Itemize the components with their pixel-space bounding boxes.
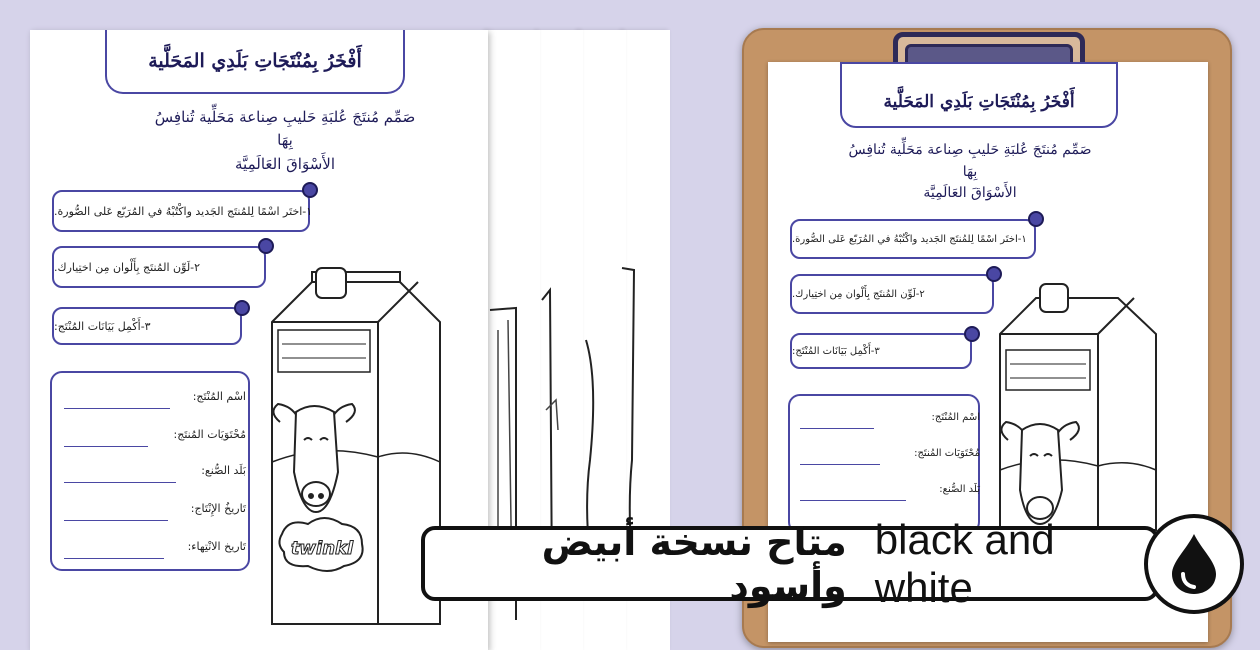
clipboard-field-name-line [800,428,874,429]
worksheet-intro [150,106,420,176]
bw-availability-banner [421,515,1159,611]
field-name-line [64,408,170,409]
field-country-label: بَلَد الصُّنع: [201,464,246,477]
step-1 [52,190,313,232]
carton-brand-logo: twinkl [290,538,354,559]
clipboard-step-1-bullet [1028,211,1044,227]
field-expiry-label: تَاريخ الانْتِهاء: [187,540,246,553]
step-1-bullet [302,182,318,198]
intro-line-1: صَمِّم مُنتَجَ عُلبَةِ حَليبِ صِناعة مَحَلِّية تُنافِسُ بِهَا [154,108,416,150]
clipboard-step-3 [790,333,972,369]
ink-drop-icon [1144,514,1244,614]
intro-line-2: الأَسْوَاقَ العَالَمِيَّة [235,154,335,173]
clipboard-worksheet-title: أَفْخَرُ بِمُنْتَجَاتِ بَلَدِي المَحَلَّية [840,62,1118,128]
field-country-line [64,482,176,483]
field-expiry-line [64,558,164,559]
step-1-text: ١-اختَر اسْمًا لِلمُنتَج الجَديد واكْتُبْهُ في المُرَبّع عَلى الصُّورة. [54,204,313,218]
step-2 [52,246,266,288]
step-3-text: ٣-أَكْمِل بَيَانَات المُنْتَج: [54,319,151,333]
field-production-line [64,520,168,521]
field-name-label: اسْم المُنْتَج: [192,390,246,403]
clipboard-step-3-bullet [964,326,980,342]
clipboard-intro-line-1: صَمِّم مُنتَجَ عُلبَةِ حَليبِ صِناعة مَحَلِّية تُنافِسُ بِهَا [848,142,1092,180]
clipboard-step-2-text: ٢-لَوِّن المُنتَج بِأَلْوان مِن اختِيارك. [792,288,925,300]
clipboard-field-contents-line [800,464,880,465]
step-3-bullet [234,300,250,316]
banner-arabic-text: متاح نسخة أبيض وأسود [541,519,847,608]
clipboard-field-country-line [800,500,906,501]
clipboard-intro [840,140,1100,205]
step-2-bullet [258,238,274,254]
clipboard-step-3-text: ٣-أَكْمِل بَيَانَات المُنْتَج: [792,345,880,357]
clipboard-field-contents-label: مُحْتَوَيَات المُنتَج: [914,448,980,459]
step-3 [52,307,242,345]
clipboard-step-1 [790,219,1036,259]
clipboard-intro-line-2: الأَسْوَاقَ العَالَمِيَّة [923,185,1017,202]
step-2-text: ٢-لَوِّن المُنتَج بِأَلْوان مِن اختِيارك. [54,260,201,274]
clipboard-step-2 [790,274,994,314]
clipboard-milk-carton [996,280,1162,530]
banner-english-text: black and white [874,515,1055,611]
clipboard-field-name-label: اسْم المُنْتَج: [931,412,980,423]
field-contents-label: مُحْتَوَيَات المُنتَج: [173,428,246,441]
worksheet-title: أَفْخَرُ بِمُنْتَجَاتِ بَلَدِي المَحَلَّية [105,30,405,94]
field-production-label: تَاريخُ الإِنْتَاج: [190,502,246,515]
clipboard-step-1-text: ١-اختَر اسْمًا لِلمُنتَج الجَديد واكْتُبْهُ في المُرَبّع عَلى الصُّورة. [792,233,1027,245]
clipboard-field-country-label: بَلَد الصُّنع: [939,484,980,495]
field-contents-line [64,446,148,447]
